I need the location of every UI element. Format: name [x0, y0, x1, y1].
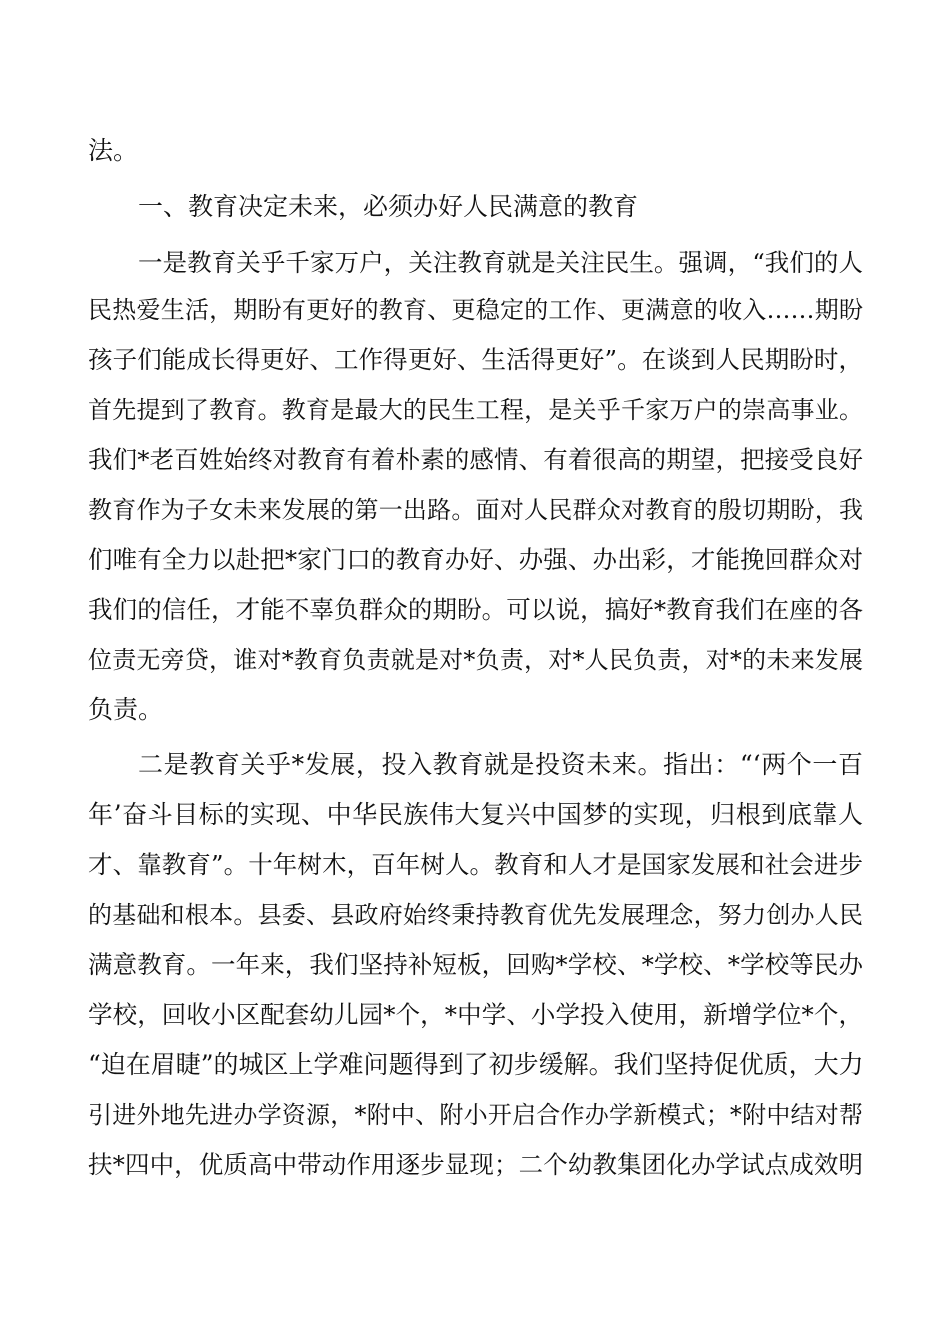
- text-line: 的基础和根本。县委、县政府始终秉持教育优先发展理念，努力创办人民: [88, 901, 863, 929]
- text-line: 们唯有全力以赴把*家门口的教育办好、办强、办出彩，才能挽回群众对: [88, 545, 863, 574]
- text-line: 一是教育关乎千家万户，关注教育就是关注民生。强调，“我们的人: [138, 248, 863, 277]
- text-line: 扶*四中，优质高中带动作用逐步显现；二个幼教集团化办学试点成效明: [88, 1150, 863, 1179]
- text-line: 首先提到了教育。教育是最大的民生工程，是关乎千家万户的崇高事业。: [88, 396, 863, 424]
- text-line: 教育作为子女未来发展的第一出路。面对人民群众对教育的殷切期盼，我: [88, 496, 863, 524]
- text-line: 二是教育关乎*发展，投入教育就是投资未来。指出：“‘两个一百: [138, 750, 863, 779]
- text-line: 年’奋斗目标的实现、中华民族伟大复兴中国梦的实现，归根到底靠人: [88, 800, 863, 829]
- text-line: 位责无旁贷，谁对*教育负责就是对*负责，对*人民负责，对*的未来发展: [88, 646, 863, 674]
- text-line: 民热爱生活，期盼有更好的教育、更稳定的工作、更满意的收入……期盼: [88, 296, 863, 324]
- text-line: 引进外地先进办学资源，*附中、附小开启合作办学新模式；*附中结对帮: [88, 1101, 863, 1129]
- text-line: 我们的信任，才能不辜负群众的期盼。可以说，搞好*教育我们在座的各: [88, 595, 863, 624]
- text-line: 满意教育。一年来，我们坚持补短板，回购*学校、*学校、*学校等民办: [88, 950, 863, 979]
- text-line: 我们*老百姓始终对教育有着朴素的感情、有着很高的期望，把接受良好: [88, 445, 863, 474]
- text-line: 负责。: [88, 695, 164, 724]
- text-line: 学校，回收小区配套幼儿园*个，*中学、小学投入使用，新增学位*个，: [88, 1000, 863, 1029]
- text-line: “迫在眉睫”的城区上学难问题得到了初步缓解。我们坚持促优质，大力: [88, 1050, 864, 1079]
- text-line: 法。: [88, 136, 139, 165]
- text-line: 才、靠教育”。十年树木，百年树人。教育和人才是国家发展和社会进步: [88, 850, 863, 879]
- text-line: 孩子们能成长得更好、工作得更好、生活得更好”。在谈到人民期盼时，: [88, 345, 863, 374]
- section-heading: 一、教育决定未来，必须办好人民满意的教育: [138, 192, 639, 221]
